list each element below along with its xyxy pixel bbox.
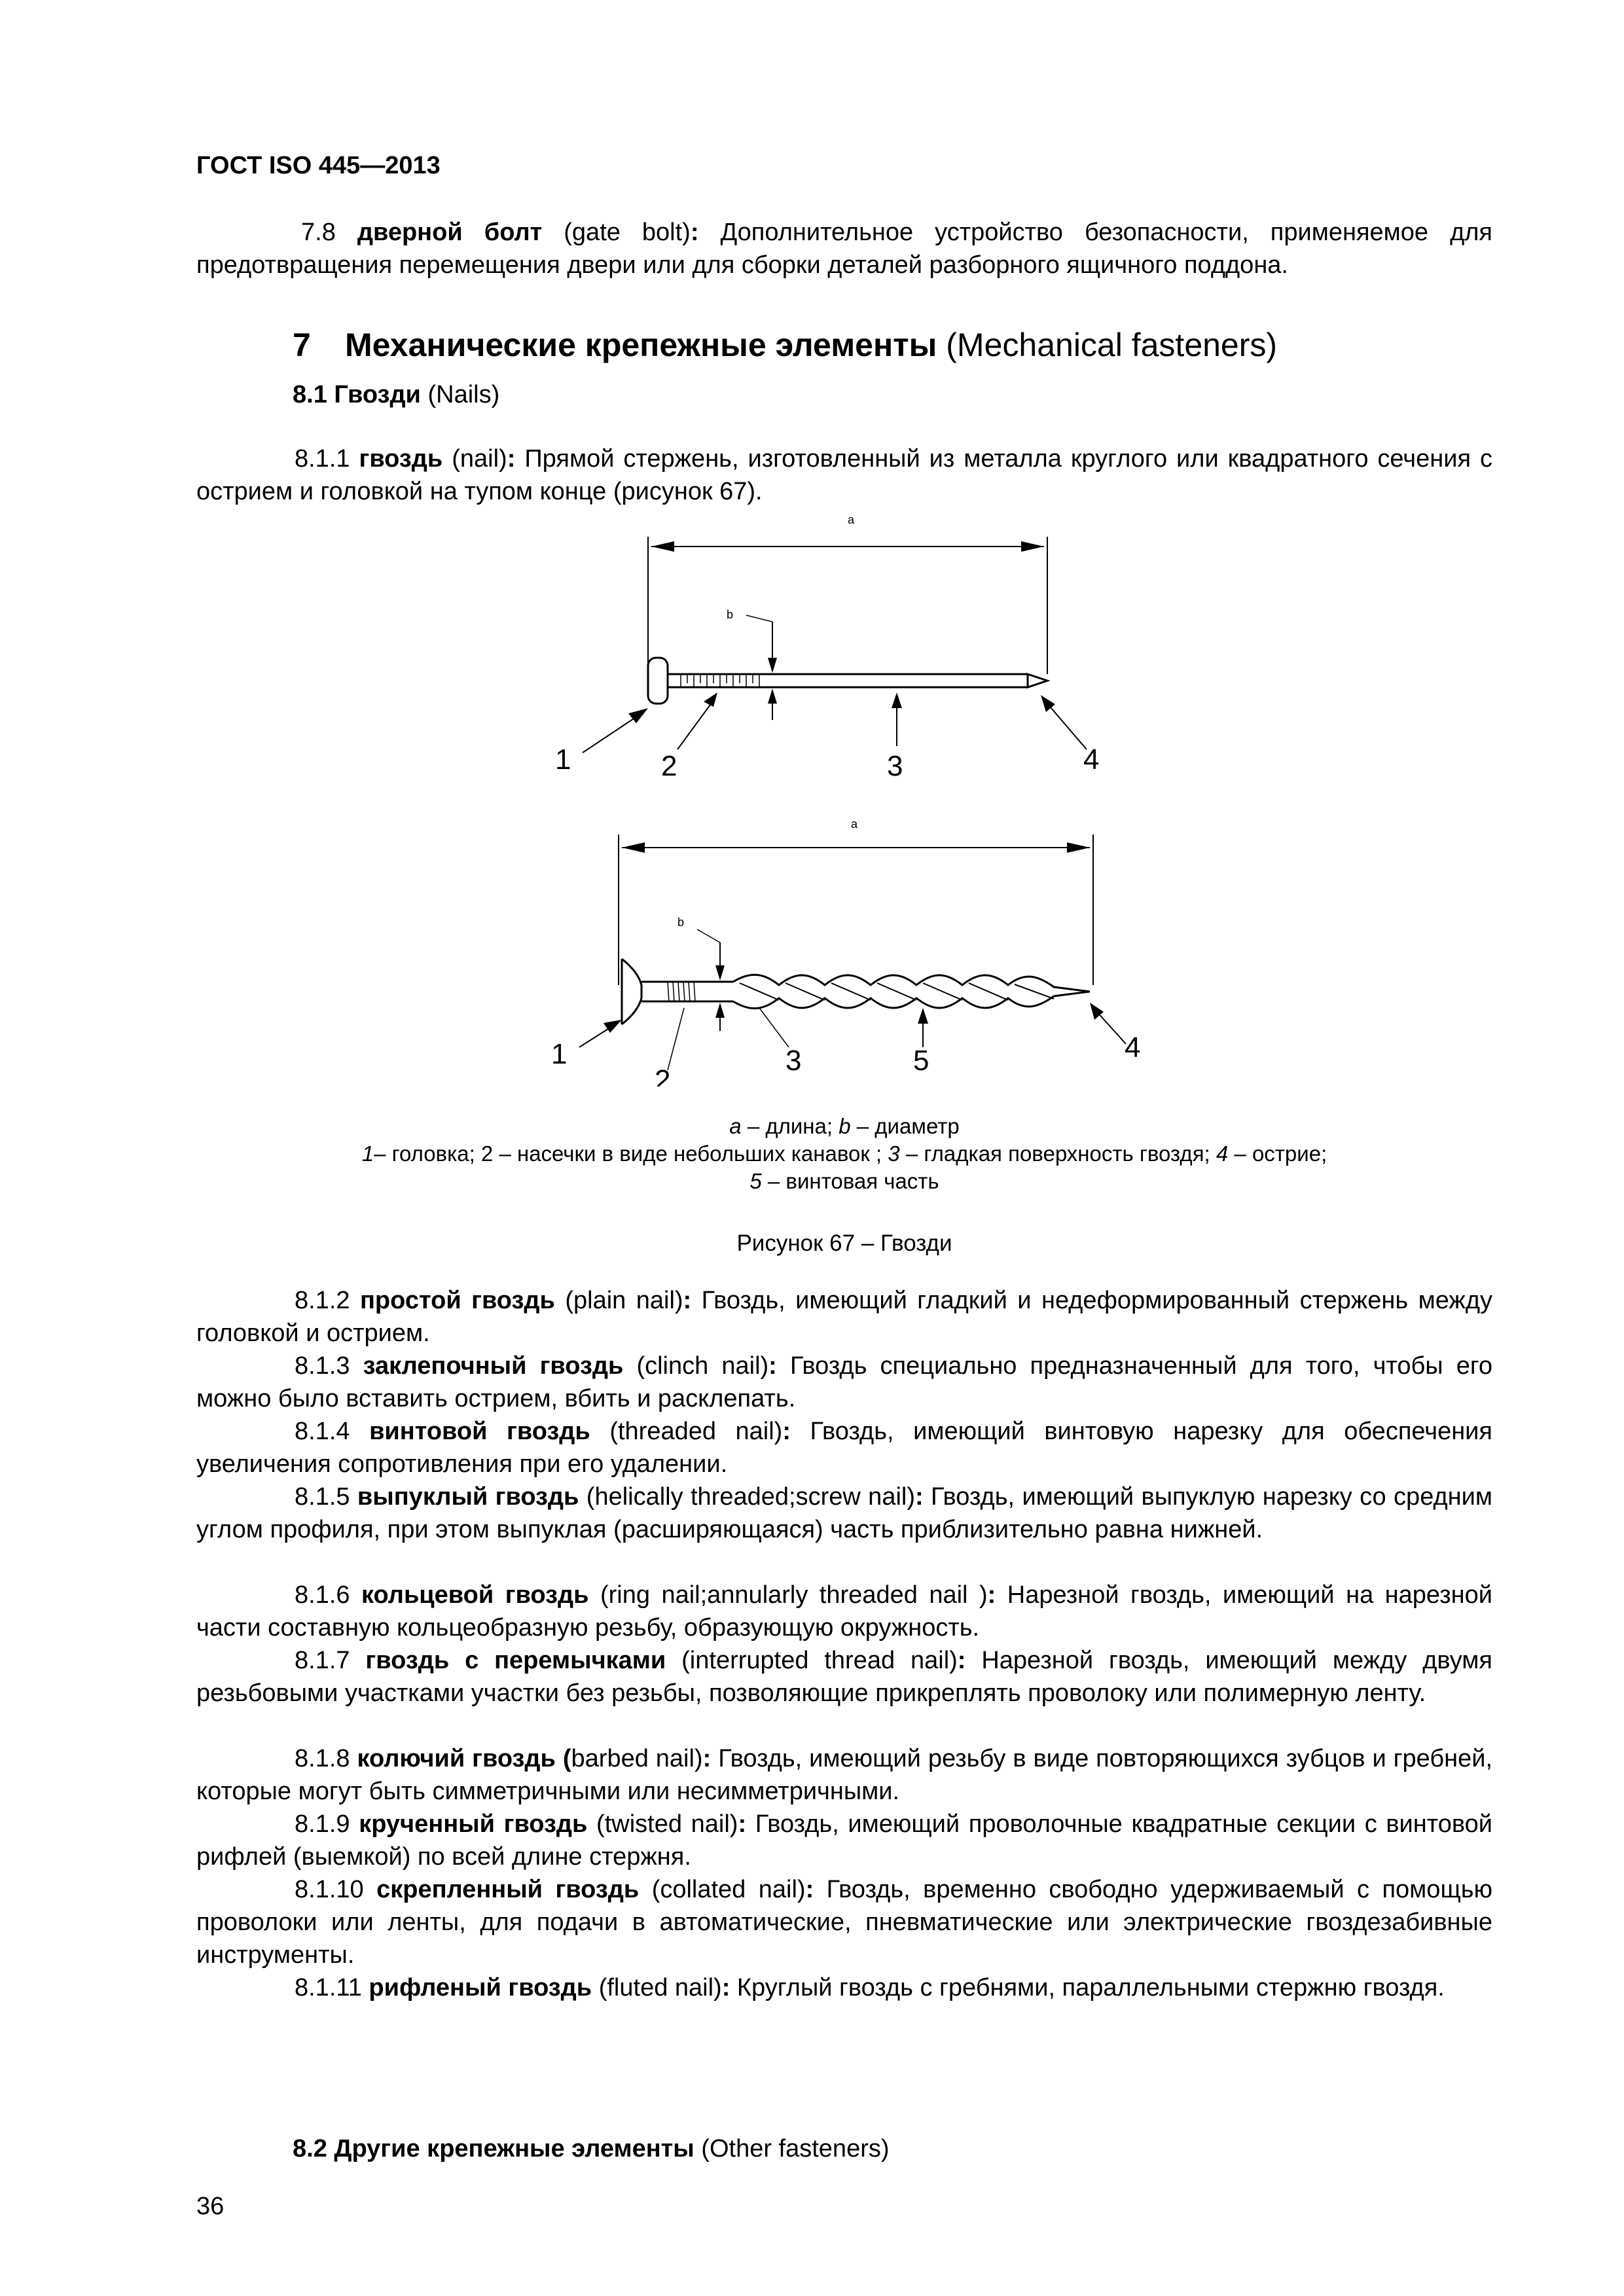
term-colon: : [690, 219, 699, 246]
term-bold: скрепленный гвоздь [376, 1876, 640, 1903]
term-english: (interrupted thread nail) [681, 1647, 958, 1674]
definition-text: Гвоздь, имеющий выпуклую нарезку со средним углом профиля, при этом выпуклая (расширяющаяся) часть приблизительно равна нижней. [196, 1483, 1493, 1543]
clause-number: 8.1.4 [295, 1418, 350, 1445]
paragraph-8-1-6: 8.1.6 кольцевой гвоздь (ring nail;annularly threaded nail ): Нарезной гвоздь, имеющий на нарезной части составную кольцеобразную резьбу, образующую окружность. [196, 1581, 1493, 1641]
term-bold: кольцевой гвоздь [361, 1581, 589, 1609]
paragraph-8-1-3: 8.1.3 заклепочный гвоздь (clinch nail): Гвоздь специально предназначенный для того, чтобы его можно было вставить острием, вбить и расклепать. [196, 1352, 1493, 1412]
legend-symbol-a: a [729, 1114, 742, 1138]
definition-text: Круглый гвоздь с гребнями, параллельными стержню гвоздя. [736, 1974, 1445, 2001]
legend-symbol-5: 5 [749, 1169, 762, 1193]
dimension-label-a: a [848, 513, 855, 526]
legend-symbol-b: b [839, 1114, 851, 1138]
definition-text: Гвоздь специально предназначенный для того, чтобы его можно было вставить острием, вбить и расклепать. [196, 1352, 1493, 1412]
legend-text-5: – винтовая часть [767, 1169, 939, 1193]
definition-text: Прямой стержень, изготовленный из металла круглого или квадратного сечения с острием и головкой на тупом конце (рисунок 67). [196, 445, 1492, 505]
part-label-2-bottom: 2 [655, 1064, 671, 1086]
clause-number: 8.1.1 [295, 445, 350, 473]
section-heading-7 [293, 326, 1277, 364]
screw-nail-diagram [579, 834, 1126, 1070]
term-english: (threaded nail) [609, 1418, 783, 1445]
paragraph-7-8 [196, 216, 1492, 281]
document-code-header: ГОСТ ISO 445—2013 [196, 152, 441, 179]
legend-symbol-4: 4 [1216, 1141, 1229, 1166]
clause-number: 8.1.3 [295, 1352, 350, 1380]
section-title: Механические крепежные элементы [345, 327, 937, 363]
section-number: 7 [293, 327, 311, 363]
paragraph-8-1-8: 8.1.8 колючий гвоздь (barbed nail): Гвоздь, имеющий резьбу в виде повторяющихся зубцов и гребней, которые могут быть симметричными или несимметричными. [196, 1745, 1493, 1805]
paragraph-8-1-9: 8.1.9 крученный гвоздь (twisted nail): Гвоздь, имеющий проволочные квадратные секции с винтовой рифлей (выемкой) по всей длине стержня. [196, 1810, 1492, 1871]
page-number: 36 [196, 2193, 225, 2220]
subsection-title: 8.2 Другие крепежные элементы [293, 2135, 695, 2162]
clause-number: 8.1.10 [295, 1876, 364, 1903]
part-label-5-bottom: 5 [913, 1045, 929, 1077]
paragraph-8-1-10: 8.1.10 скрепленный гвоздь (collated nail): Гвоздь, временно свободно удерживаемый с помощью проволоки или ленты, для подачи в автоматические, пневматические или электрические гвоздезабивные инструменты. [196, 1876, 1493, 1969]
part-label-3-bottom: 3 [785, 1045, 802, 1077]
nails-drawing [524, 497, 1165, 1086]
definition-text: Дополнительное устройство безопасности, применяемое для предотвращения перемещения двери или для сборки деталей разборного ящичного поддона. [196, 219, 1493, 279]
clause-number: 8.1.6 [295, 1581, 350, 1609]
term-bold: заклепочный гвоздь [363, 1352, 624, 1380]
clause-number: 7.8 [301, 219, 336, 246]
term-bold: гвоздь с перемычками [365, 1647, 666, 1674]
clause-number: 8.1.5 [295, 1483, 350, 1511]
figure-legend-line-2 [196, 1140, 1492, 1168]
clause-number: 8.1.7 [295, 1647, 350, 1674]
subsection-title: 8.1 Гвозди [293, 381, 421, 408]
term-bold: гвоздь [359, 445, 443, 473]
term-bold: винтовой гвоздь [369, 1418, 590, 1445]
part-label-1: 1 [555, 744, 571, 776]
plain-nail-diagram [583, 537, 1087, 753]
definition-text: Гвоздь, временно свободно удерживаемый с помощью проволоки или ленты, для подачи в автоматические, пневматические или электрические гвоздезабивные инструменты. [196, 1876, 1493, 1969]
term-bold: простой гвоздь [359, 1287, 555, 1314]
term-bold: крученный гвоздь [359, 1810, 588, 1838]
subsection-heading-8-2 [293, 2135, 890, 2163]
term-english: barbed nail) [571, 1745, 703, 1772]
paragraph-8-1-5: 8.1.5 выпуклый гвоздь (helically threaded;screw nail): Гвоздь, имеющий выпуклую нарезку со средним углом профиля, при этом выпуклая (расширяющаяся) часть приблизительно равна нижней. [196, 1483, 1493, 1543]
term-bold: колючий гвоздь ( [357, 1745, 571, 1772]
subsection-title-english: (Nails) [427, 381, 500, 408]
term-bold: дверной болт [357, 219, 543, 246]
figure-legend-line-1 [196, 1113, 1492, 1140]
part-label-1-bottom: 1 [551, 1038, 568, 1070]
section-title-english: (Mechanical fasteners) [946, 327, 1278, 363]
term-english: (helically threaded;screw nail) [586, 1483, 915, 1511]
term-english: (fluted nail) [598, 1974, 722, 2001]
term-english: (clinch nail) [636, 1352, 769, 1380]
term-bold: выпуклый гвоздь [357, 1483, 579, 1511]
definition-text: Гвоздь, имеющий гладкий и недеформированный стержень между головкой и острием. [196, 1287, 1493, 1347]
subsection-heading-8-1 [293, 381, 499, 409]
paragraph-8-1-11: 8.1.11 рифленый гвоздь (fluted nail): Круглый гвоздь с гребнями, параллельными стержню гвоздя. [295, 1974, 1445, 2001]
clause-number: 8.1.11 [295, 1974, 362, 2001]
definition-text: Гвоздь, имеющий винтовую нарезку для обеспечения увеличения сопротивления при его удалении. [196, 1418, 1492, 1478]
paragraph-8-1-1: 8.1.1 гвоздь (nail): Прямой стержень, изготовленный из металла круглого или квадратного сечения с острием и головкой на тупом конце (рисунок 67). [196, 445, 1492, 505]
part-label-4: 4 [1083, 744, 1100, 776]
figure-legend-line-3 [196, 1168, 1492, 1195]
legend-text-b: – диаметр [856, 1114, 960, 1138]
legend-text-a: – длина; [747, 1114, 833, 1138]
paragraph-8-1-2: 8.1.2 простой гвоздь (plain nail): Гвоздь, имеющий гладкий и недеформированный стержень между головкой и острием. [196, 1287, 1493, 1347]
clause-number: 8.1.8 [295, 1745, 350, 1772]
part-label-3: 3 [887, 750, 903, 782]
legend-text-1-2: – головка; 2 – насечки в виде небольших канавок ; [374, 1141, 882, 1166]
legend-text-4: – острие; [1234, 1141, 1327, 1166]
definition-text: Нарезной гвоздь, имеющий между двумя резьбовыми участками участки без резьбы, позволяющие прикреплять проволоку или полимерную ленту. [196, 1647, 1493, 1707]
clause-number: 8.1.9 [295, 1810, 350, 1838]
term-english: (twisted nail) [596, 1810, 738, 1838]
term-english: (gate bolt) [564, 219, 691, 246]
figure-nails-diagram [524, 497, 1165, 1086]
term-english: (plain nail) [565, 1287, 683, 1314]
part-label-2: 2 [661, 750, 677, 782]
dimension-label-b: b [727, 608, 734, 621]
paragraph-8-1-4: 8.1.4 винтовой гвоздь (threaded nail): Гвоздь, имеющий винтовую нарезку для обеспечения увеличения сопротивления при его удалении. [196, 1418, 1492, 1478]
definition-text: Гвоздь, имеющий проволочные квадратные секции с винтовой рифлей (выемкой) по всей длине стержня. [196, 1810, 1492, 1871]
legend-symbol-1: 1 [361, 1141, 374, 1166]
part-label-4-bottom: 4 [1125, 1031, 1141, 1064]
dimension-label-b-bottom: b [677, 916, 685, 929]
paragraph-8-1-7: 8.1.7 гвоздь с перемычками (interrupted thread nail): Нарезной гвоздь, имеющий между двумя резьбовыми участками участки без резьбы, позволяющие прикреплять проволоку или полимерную ленту. [196, 1647, 1493, 1707]
figure-title: Рисунок 67 – Гвозди [736, 1230, 952, 1256]
dimension-label-a-bottom: a [851, 817, 858, 831]
legend-text-3: – гладкая поверхность гвоздя; [905, 1141, 1210, 1166]
definition-text: Нарезной гвоздь, имеющий на нарезной части составную кольцеобразную резьбу, образующую окружность. [196, 1581, 1493, 1641]
legend-symbol-3: 3 [888, 1141, 900, 1166]
definition-text: Гвоздь, имеющий резьбу в виде повторяющихся зубцов и гребней, которые могут быть симметричными или несимметричными. [196, 1745, 1493, 1805]
term-english: (ring nail;annularly threaded nail ) [600, 1581, 988, 1609]
term-english: (nail) [452, 445, 507, 473]
clause-number: 8.1.2 [295, 1287, 350, 1314]
term-bold: рифленый гвоздь [369, 1974, 592, 2001]
subsection-title-english: (Other fasteners) [701, 2135, 890, 2162]
term-english: (collated nail) [651, 1876, 806, 1903]
